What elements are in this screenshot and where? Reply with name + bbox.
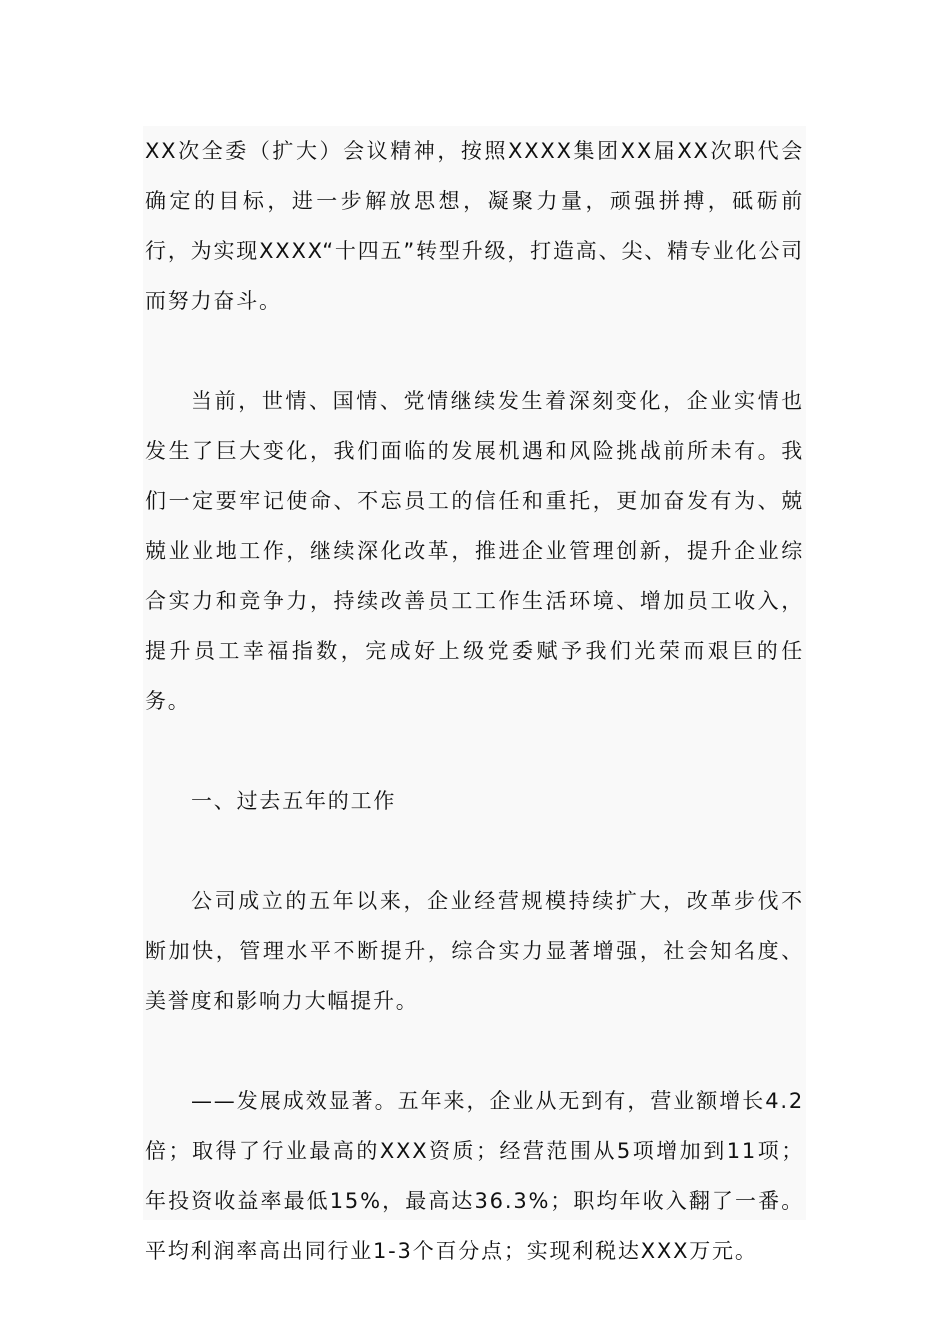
paragraph-current-situation: 当前，世情、国情、党情继续发生着深刻变化，企业实情也发生了巨大变化，我们面临的发展机遇和风险挑战前所未有。我们一定要牢记使命、不忘员工的信任和重托，更加奋发有为、兢兢业业地工作，继续深化改革，推进企业管理创新，提升企业综合实力和竞争力，持续改善员工工作生活环境、增加员工收入，提升员工幸福指数，完成好上级党委赋予我们光荣而艰巨的任务。 (145, 389, 804, 713)
paragraph-overview: 公司成立的五年以来，企业经营规模持续扩大，改革步伐不断加快，管理水平不断提升，综合实力显著增强，社会知名度、美誉度和影响力大幅提升。 (145, 889, 804, 1013)
section-heading: 一、过去五年的工作 (191, 789, 397, 813)
paragraph-achievements: ——发展成效显著。五年来，企业从无到有，营业额增长4.2倍；取得了行业最高的XXX资质；经营范围从5项增加到11项；年投资收益率最低15%，最高达36.3%；职均年收入翻了一番。平均利润率高出同行业1-3个百分点；实现利税达XXX万元。 (145, 1089, 804, 1263)
document-body (143, 126, 806, 1263)
paragraph-continuation: XX次全委（扩大）会议精神，按照XXXX集团XX届XX次职代会确定的目标，进一步解放思想，凝聚力量，顽强拼搏，砥砺前行，为实现XXXX“十四五”转型升级，打造高、尖、精专业化公司而努力奋斗。 (145, 139, 804, 313)
